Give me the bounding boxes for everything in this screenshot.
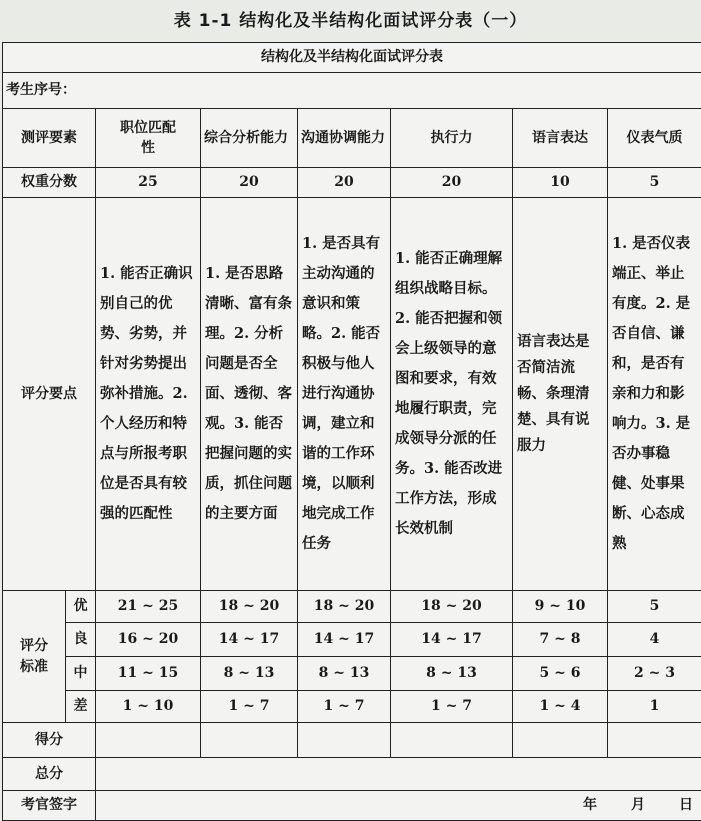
grade-range: 14 ~ 17 [201,623,298,657]
weight-value: 20 [391,168,513,198]
grade-range: 4 [608,623,701,657]
grade-range: 5 ~ 6 [513,657,608,691]
weight-value: 5 [608,168,701,198]
grade-row-average [3,657,701,691]
grade-range: 16 ~ 20 [96,623,201,657]
grade-range: 1 ~ 10 [96,691,201,723]
day-label: 日 [679,797,693,813]
points-text: 1. 是否具有主动沟通的意识和策略。2. 能否积极与他人进行沟通协调，建立和谐的工作环境，以顺利地完成工作任务 [298,198,391,591]
points-label: 评分要点 [3,198,96,591]
table-caption: 表 1-1 结构化及半结构化面试评分表（一） [0,6,701,31]
score-cell[interactable] [201,723,298,758]
score-cell[interactable] [391,723,513,758]
criteria-row [3,109,701,168]
points-text: 1. 是否仪表端正、举止有度。2. 是否自信、谦和，是否有亲和力和影响力。3. 是否办事稳健、处事果断、心态成熟 [608,198,701,591]
total-cell[interactable] [96,758,701,791]
points-row [3,198,701,591]
signature-row [3,791,701,821]
grade-range: 18 ~ 20 [298,591,391,623]
score-cell[interactable] [608,723,701,758]
grade-label: 中 [66,657,96,691]
weight-value: 20 [201,168,298,198]
grade-range: 11 ~ 15 [96,657,201,691]
points-text: 1. 能否正确识别自己的优势、劣势，并针对劣势提出弥补措施。2. 个人经历和特点与所报考职位是否具有较强的匹配性 [96,198,201,591]
criteria-label: 测评要素 [3,109,96,168]
criteria-name: 执行力 [391,109,513,168]
points-text: 1. 能否正确理解组织战略目标。2. 能否把握和领会上级领导的意图和要求，有效地履行职责，完成领导分派的任务。3. 能否改进工作方法，形成长效机制 [391,198,513,591]
grade-range: 14 ~ 17 [391,623,513,657]
grade-range: 9 ~ 10 [513,591,608,623]
grade-row-good [3,623,701,657]
grade-label: 优 [66,591,96,623]
score-cell[interactable] [513,723,608,758]
score-row [3,723,701,758]
grade-range: 2 ~ 3 [608,657,701,691]
weight-value: 10 [513,168,608,198]
table-title: 结构化及半结构化面试评分表 [3,43,701,73]
grade-range: 7 ~ 8 [513,623,608,657]
grade-range: 21 ~ 25 [96,591,201,623]
criteria-name: 综合分析能力 [201,109,298,168]
month-label: 月 [631,797,645,813]
grade-range: 1 ~ 7 [201,691,298,723]
total-label: 总分 [3,758,96,791]
grade-range: 14 ~ 17 [298,623,391,657]
standard-label: 评分标准 [3,591,66,723]
candidate-number-label: 考生序号： [3,73,701,109]
weight-value: 25 [96,168,201,198]
criteria-name: 职位匹配性 [96,109,201,168]
score-cell[interactable] [298,723,391,758]
grade-range: 1 [608,691,701,723]
grade-range: 18 ~ 20 [201,591,298,623]
signature-date[interactable] [96,791,701,821]
score-cell[interactable] [96,723,201,758]
weight-value: 20 [298,168,391,198]
points-text: 1. 是否思路清晰、富有条理。2. 分析问题是否全面、透彻、客观。3. 能否把握问题的实质，抓住问题的主要方面 [201,198,298,591]
grade-range: 5 [608,591,701,623]
grade-range: 1 ~ 7 [298,691,391,723]
criteria-name: 沟通协调能力 [298,109,391,168]
score-label: 得分 [3,723,96,758]
grade-range: 8 ~ 13 [391,657,513,691]
criteria-name: 语言表达 [513,109,608,168]
year-label: 年 [583,797,597,813]
weight-row [3,168,701,198]
grade-range: 1 ~ 7 [391,691,513,723]
criteria-name: 仪表气质 [608,109,701,168]
weight-label: 权重分数 [3,168,96,198]
grade-range: 8 ~ 13 [201,657,298,691]
grade-range: 18 ~ 20 [391,591,513,623]
grade-range: 1 ~ 4 [513,691,608,723]
grade-label: 良 [66,623,96,657]
grade-row-excellent [3,591,701,623]
grade-range: 8 ~ 13 [298,657,391,691]
grade-label: 差 [66,691,96,723]
points-text: 语言表达是否简洁流畅、条理清楚、具有说服力 [513,198,608,591]
signature-label: 考官签字 [3,791,96,821]
total-row [3,758,701,791]
interview-score-table [2,42,701,821]
grade-row-poor [3,691,701,723]
